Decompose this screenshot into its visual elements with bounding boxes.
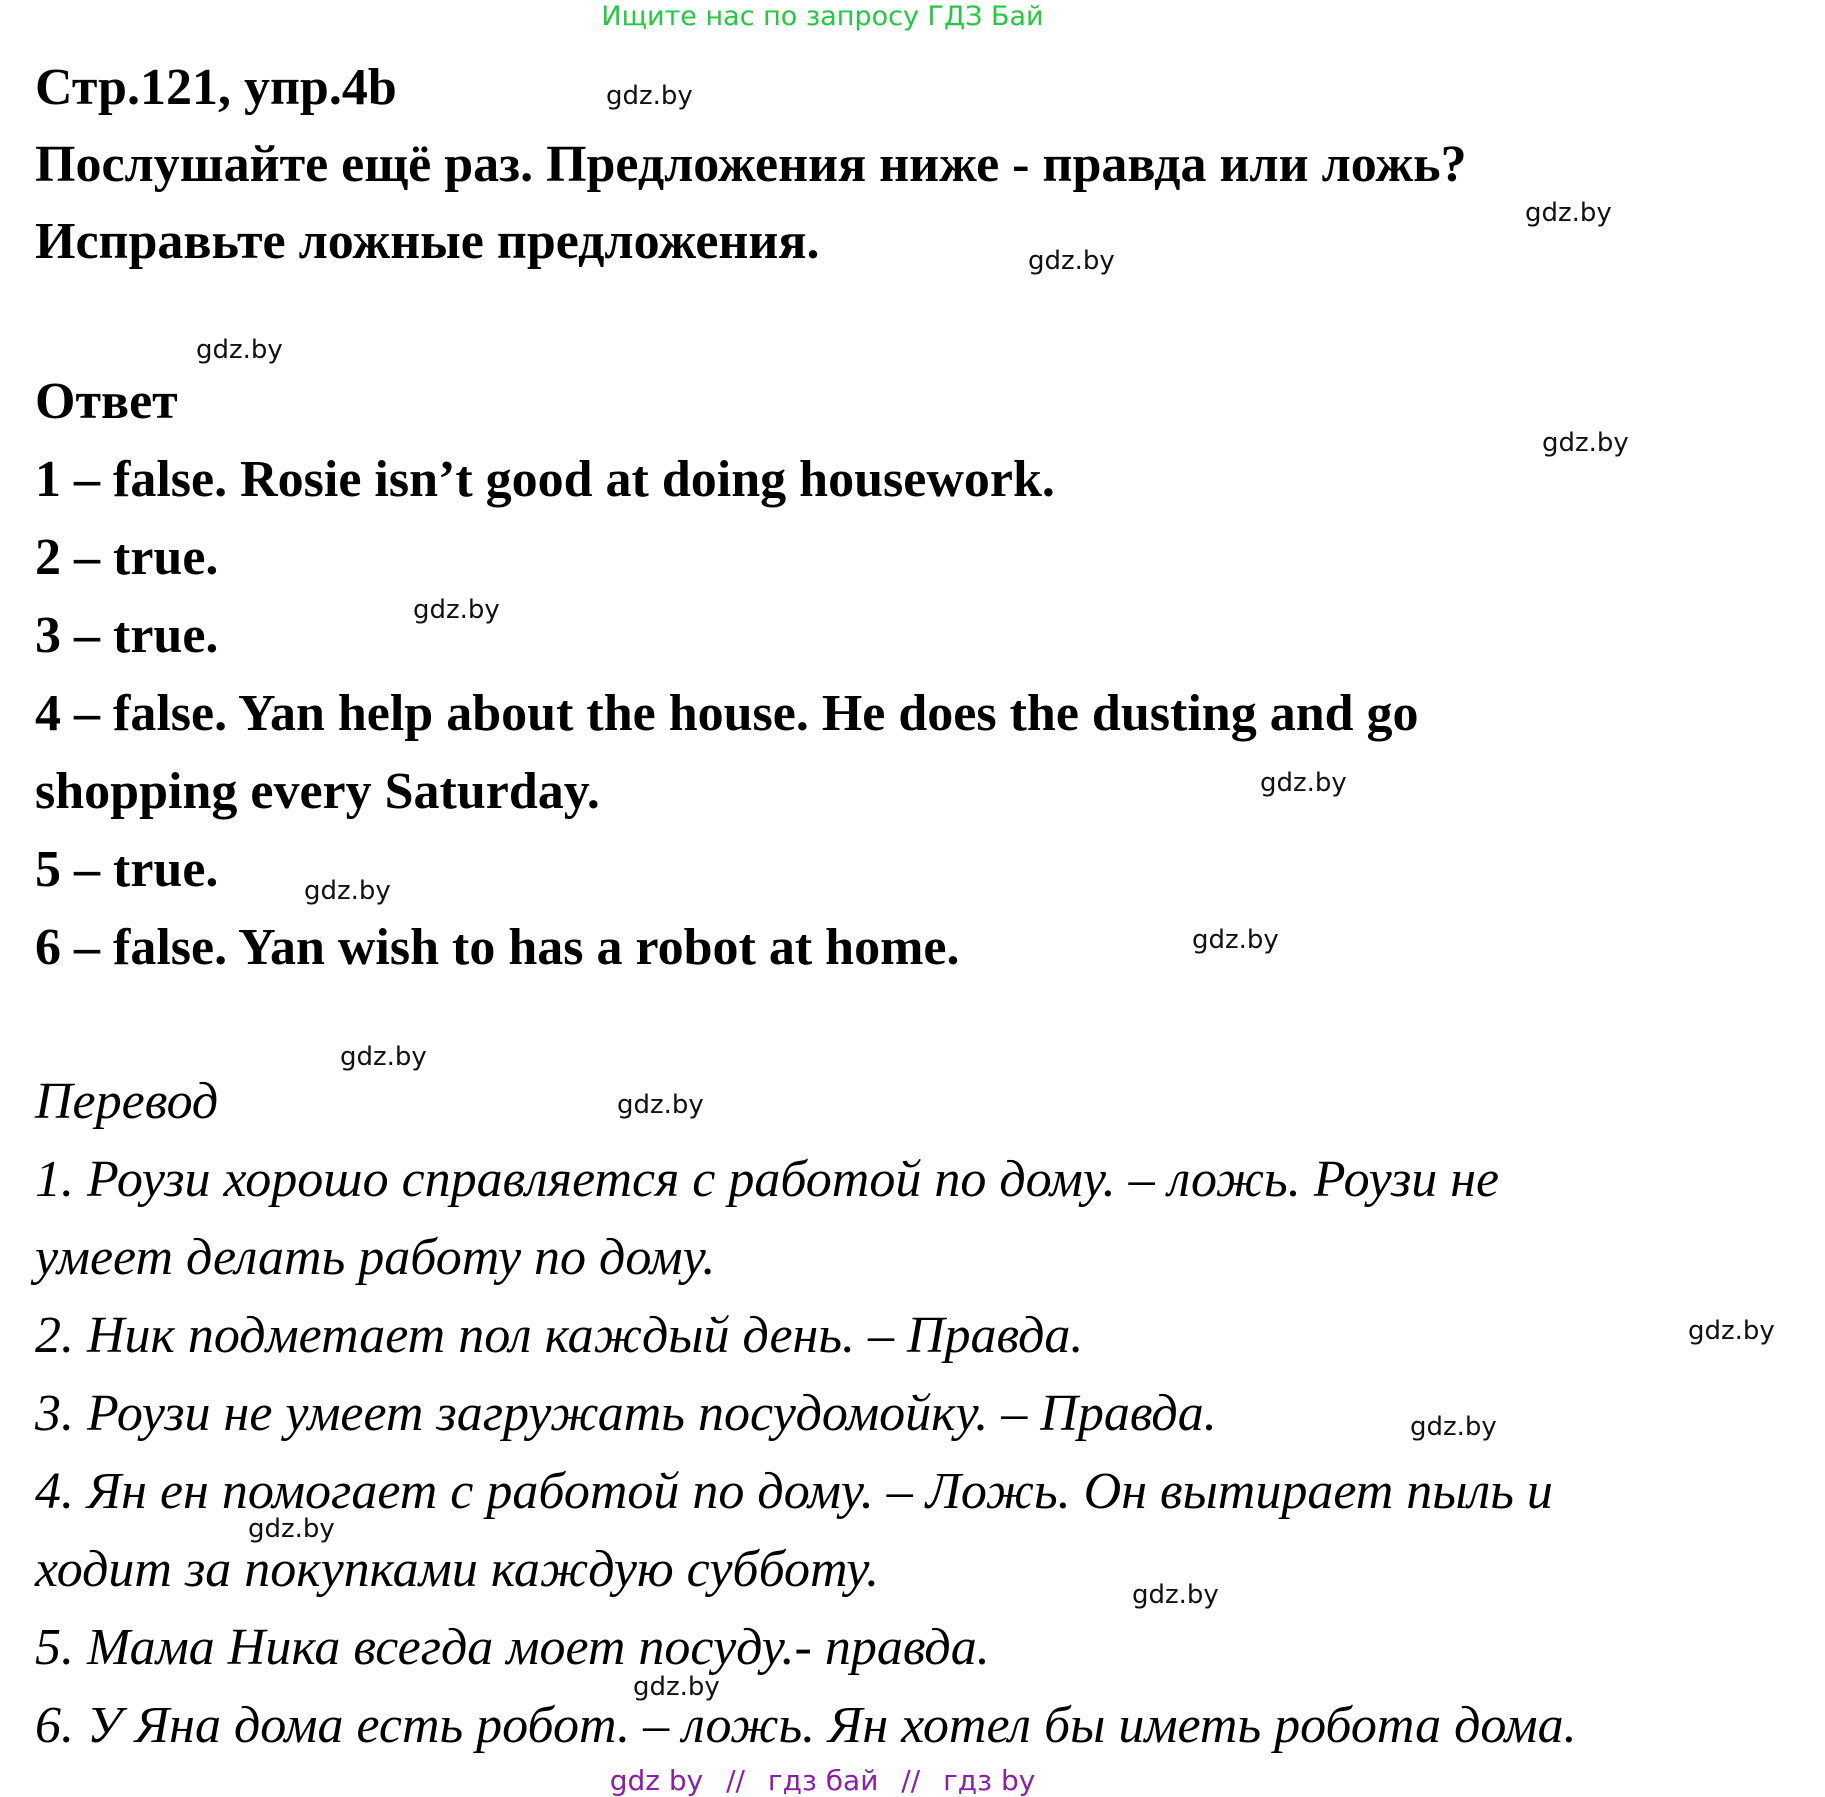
translation-line: 5. Мама Ника всегда моет посуду.- правда. bbox=[35, 1619, 990, 1676]
watermark: gdz.by bbox=[606, 81, 693, 111]
watermark: gdz.by bbox=[617, 1090, 704, 1120]
footer-links bbox=[0, 1766, 1735, 1796]
answer-line: 3 – true. bbox=[35, 607, 219, 664]
watermark: gdz.by bbox=[633, 1672, 720, 1702]
answer-line: 6 – false. Yan wish to has a robot at home. bbox=[35, 919, 960, 976]
answer-heading: Ответ bbox=[35, 373, 178, 430]
translation-line: 3. Роузи не умеет загружать посудомойку. – Правда. bbox=[35, 1385, 1217, 1442]
translation-line: ходит за покупками каждую субботу. bbox=[35, 1541, 880, 1598]
watermark: gdz.by bbox=[304, 876, 391, 906]
search-banner: Ищите нас по запросу ГДЗ Бай bbox=[601, 1, 1044, 32]
answer-line: 4 – false. Yan help about the house. He does the dusting and go bbox=[35, 685, 1419, 742]
watermark: gdz.by bbox=[1688, 1316, 1775, 1346]
watermark: gdz.by bbox=[1260, 768, 1347, 798]
page-title: Стр.121, упр.4b bbox=[35, 59, 397, 116]
answer-line: 5 – true. bbox=[35, 841, 219, 898]
translation-line: 6. У Яна дома есть робот. – ложь. Ян хотел бы иметь робота дома. bbox=[35, 1697, 1577, 1754]
watermark: gdz.by bbox=[1542, 428, 1629, 458]
answer-line: 2 – true. bbox=[35, 529, 219, 586]
footer-link-gdz-by[interactable]: gdz by bbox=[609, 1764, 704, 1797]
answer-line: 1 – false. Rosie isn’t good at doing housework. bbox=[35, 451, 1055, 508]
translation-line: умеет делать работу по дому. bbox=[35, 1229, 716, 1286]
translation-line: 2. Ник подметает пол каждый день. – Правда. bbox=[35, 1307, 1084, 1364]
footer-separator: // bbox=[901, 1764, 921, 1797]
answer-line: shopping every Saturday. bbox=[35, 763, 600, 820]
watermark: gdz.by bbox=[1028, 246, 1115, 276]
translation-line: 1. Роузи хорошо справляется с работой по дому. – ложь. Роузи не bbox=[35, 1151, 1500, 1208]
task-line-2: Исправьте ложные предложения. bbox=[35, 213, 820, 270]
footer-link-gdz-by-ru[interactable]: гдз by bbox=[943, 1764, 1036, 1797]
watermark: gdz.by bbox=[248, 1514, 335, 1544]
footer-link-gdz-bai[interactable]: гдз бай bbox=[767, 1764, 879, 1797]
watermark: gdz.by bbox=[340, 1042, 427, 1072]
watermark: gdz.by bbox=[1525, 198, 1612, 228]
watermark: gdz.by bbox=[1132, 1580, 1219, 1610]
watermark: gdz.by bbox=[1192, 925, 1279, 955]
translation-line: 4. Ян ен помогает с работой по дому. – Ложь. Он вытирает пыль и bbox=[35, 1463, 1553, 1520]
footer-separator: // bbox=[726, 1764, 745, 1797]
translation-heading: Перевод bbox=[35, 1073, 219, 1130]
watermark: gdz.by bbox=[196, 335, 283, 365]
watermark: gdz.by bbox=[413, 595, 500, 625]
task-line-1: Послушайте ещё раз. Предложения ниже - правда или ложь? bbox=[35, 136, 1467, 193]
watermark: gdz.by bbox=[1410, 1412, 1497, 1442]
